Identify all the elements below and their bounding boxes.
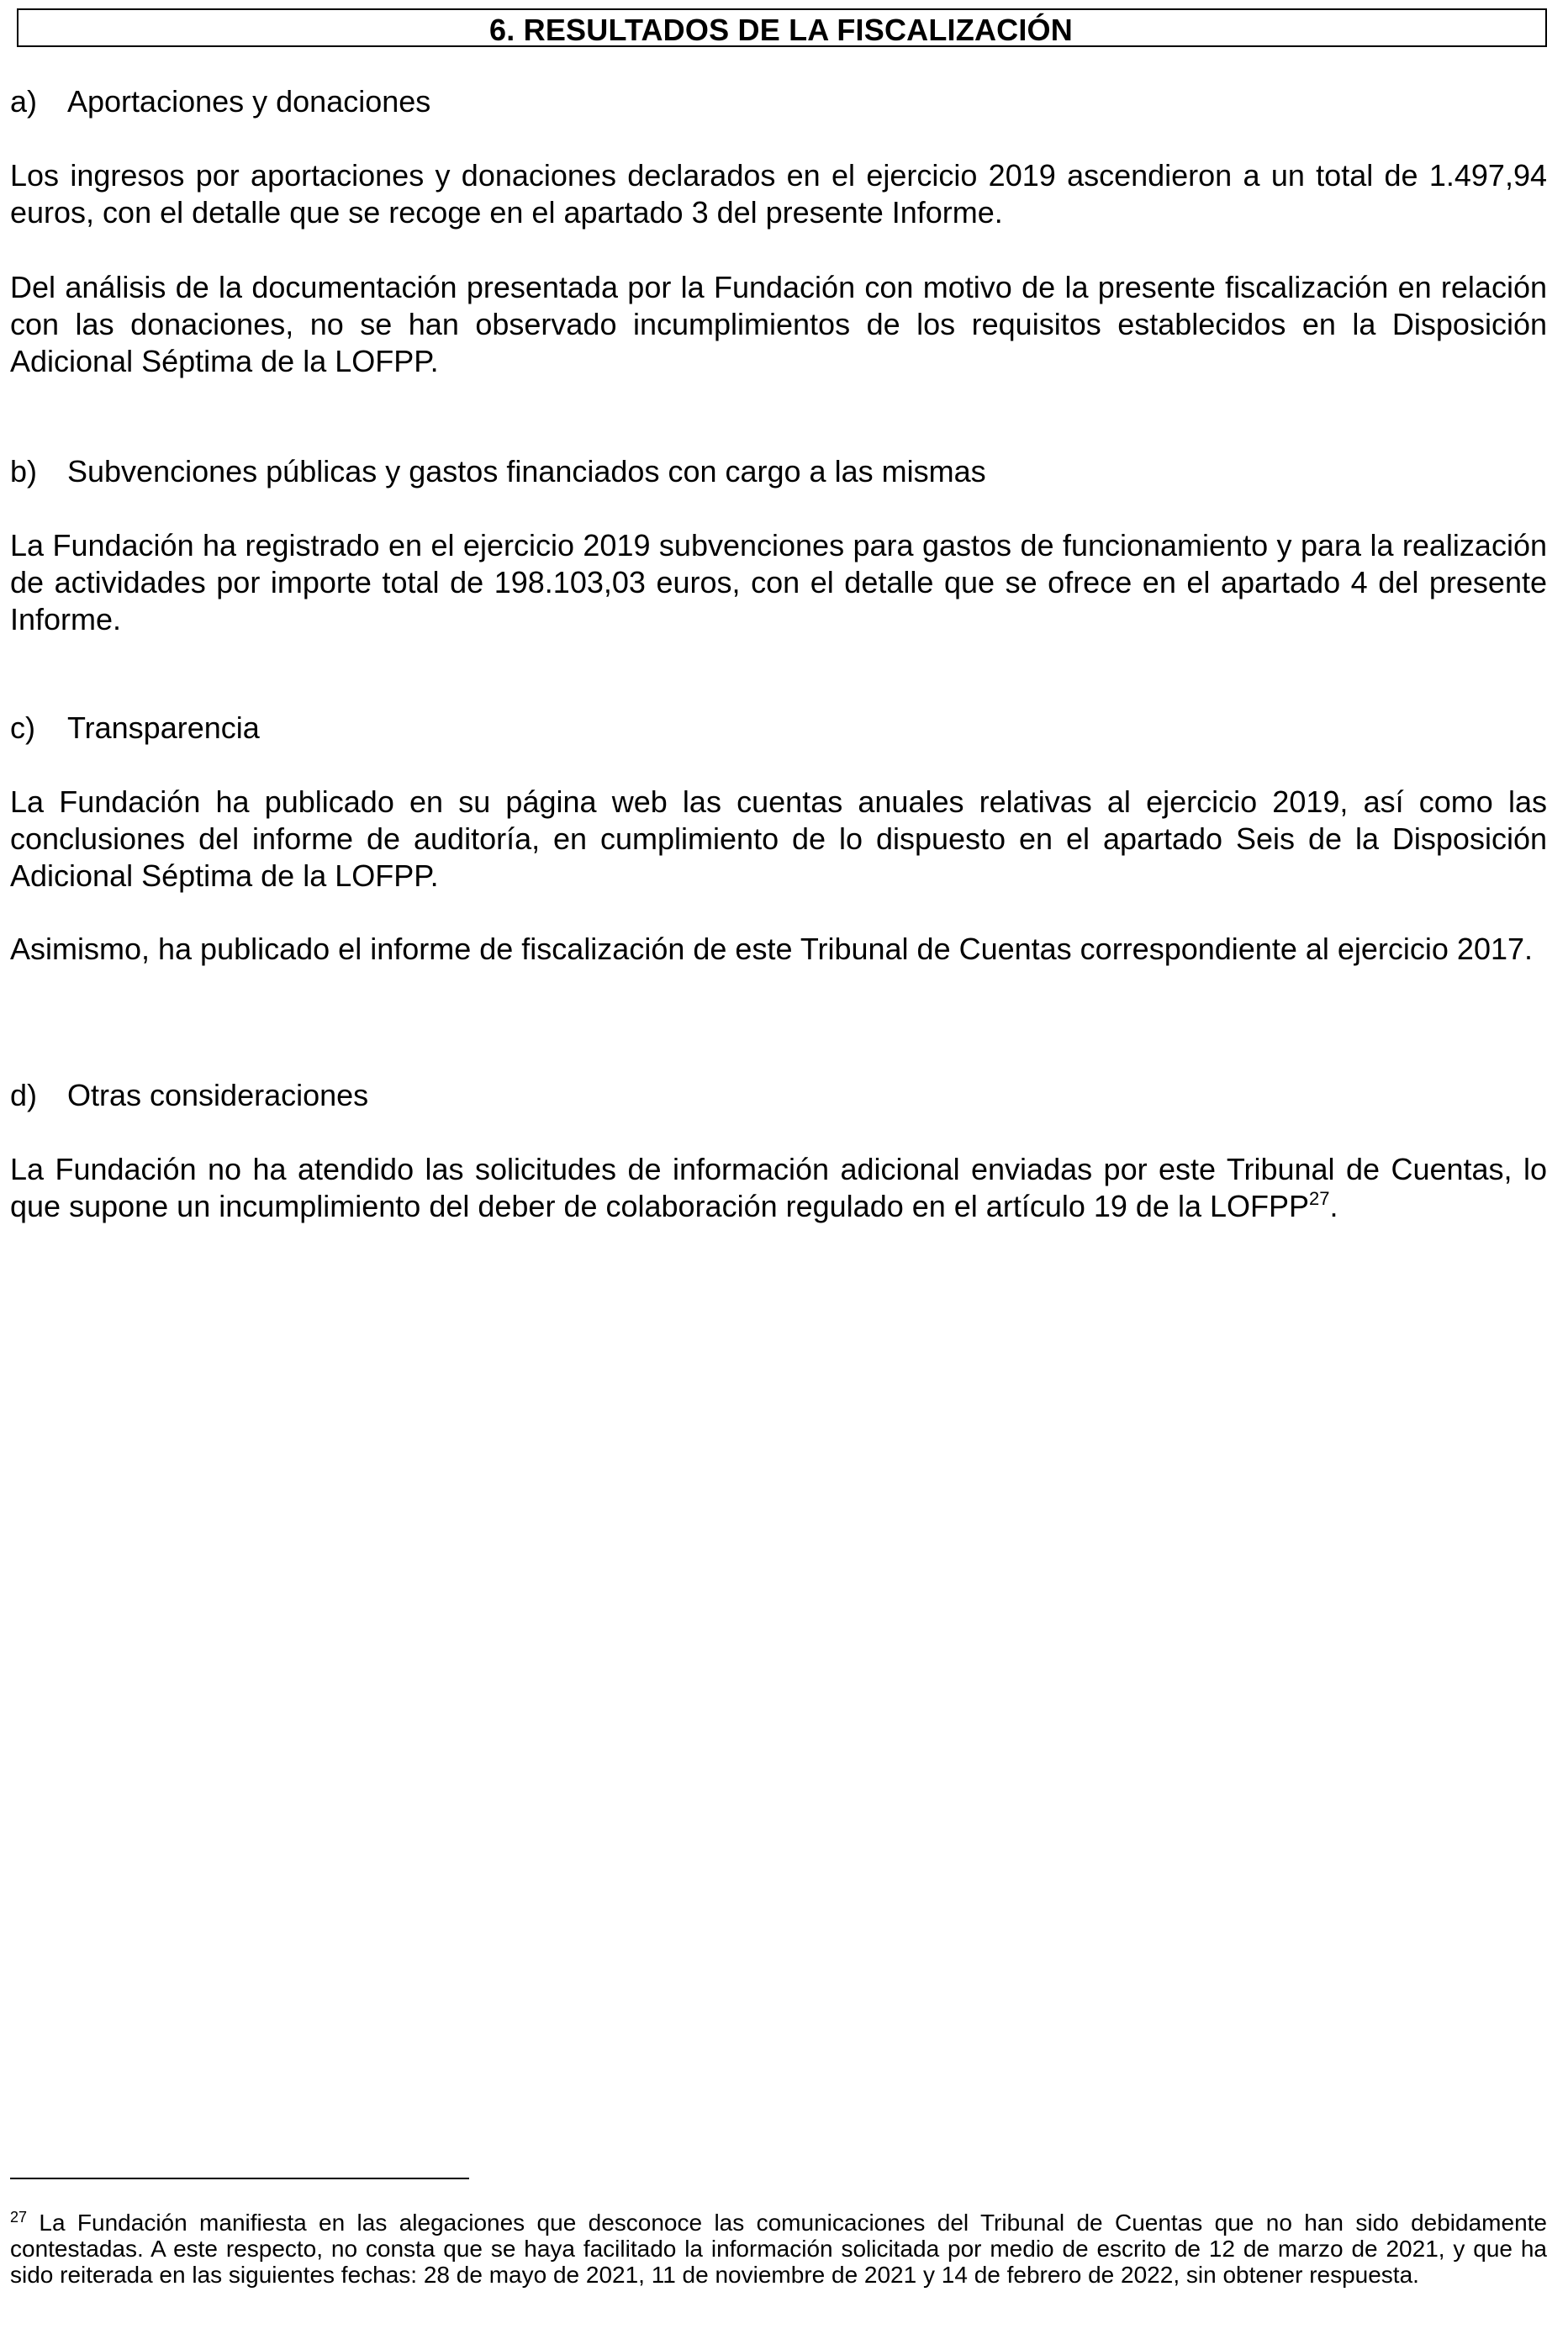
footnote-number: 27 [10, 2209, 28, 2226]
heading-b [10, 454, 986, 489]
heading-a [10, 84, 430, 119]
heading-b-text: Subvenciones públicas y gastos financiados con cargo a las mismas [67, 454, 986, 488]
heading-d [10, 1078, 368, 1113]
footnote-text: La Fundación manifiesta en las alegaciones que desconoce las comunicaciones del Tribunal de Cuentas que no han sido debidamente contestadas. A este respecto, no consta que se haya facilitado la información solicitada por medio de escrito de 12 de marzo de 2021, y que ha sido reiterada en las siguientes fechas: 28 de mayo de 2021, 11 de noviembre de 2021 y 14 de febrero de 2022, sin obtener respuesta. [10, 2210, 1547, 2288]
paragraph-d1 [10, 1151, 1547, 1225]
paragraph-d1-trailing: . [1329, 1189, 1338, 1223]
heading-c-letter: c) [10, 710, 35, 745]
heading-d-letter: d) [10, 1078, 38, 1112]
footnote [10, 2210, 1547, 2288]
paragraph-a2: Del análisis de la documentación presentada por la Fundación con motivo de la presente fiscalización en relación con las donaciones, no se han observado incumplimientos de los requisitos establecidos en la Disposición Adicional Séptima de la LOFPP. [10, 270, 1547, 378]
heading-c-text: Transparencia [67, 710, 260, 745]
paragraph-c1: La Fundación ha publicado en su página web las cuentas anuales relativas al ejercicio 2019, así como las conclusiones del informe de auditoría, en cumplimiento de lo dispuesto en el apartado Seis de la Disposición Adicional Séptima de la LOFPP. [10, 784, 1547, 893]
heading-b-letter: b) [10, 454, 38, 488]
paragraph-a1: Los ingresos por aportaciones y donaciones declarados en el ejercicio 2019 ascendieron a un total de 1.497,94 euros, con el detalle que se recoge en el apartado 3 del presente Informe. [10, 158, 1547, 230]
paragraph-b1: La Fundación ha registrado en el ejercicio 2019 subvenciones para gastos de funcionamiento y para la realización de actividades por importe total de 198.103,03 euros, con el detalle que se ofrece en el apartado 4 del presente Informe. [10, 528, 1547, 636]
heading-d-text: Otras consideraciones [67, 1078, 369, 1112]
paragraph-c2: Asimismo, ha publicado el informe de fiscalización de este Tribunal de Cuentas correspondiente al ejercicio 2017. [10, 932, 1534, 966]
footnote-divider [10, 2178, 469, 2179]
heading-a-letter: a) [10, 84, 38, 119]
footnote-ref[interactable]: 27 [1309, 1188, 1330, 1209]
paragraph-d1-text: La Fundación no ha atendido las solicitudes de información adicional enviadas por este Tribunal de Cuentas, lo que supone un incumplimiento del deber de colaboración regulado en el artículo 19 de la LOFPP [10, 1152, 1547, 1223]
section-title: 6. RESULTADOS DE LA FISCALIZACIÓN [489, 13, 1073, 47]
heading-c [10, 710, 260, 746]
heading-a-text: Aportaciones y donaciones [67, 84, 431, 119]
section-title-box [17, 8, 1547, 47]
